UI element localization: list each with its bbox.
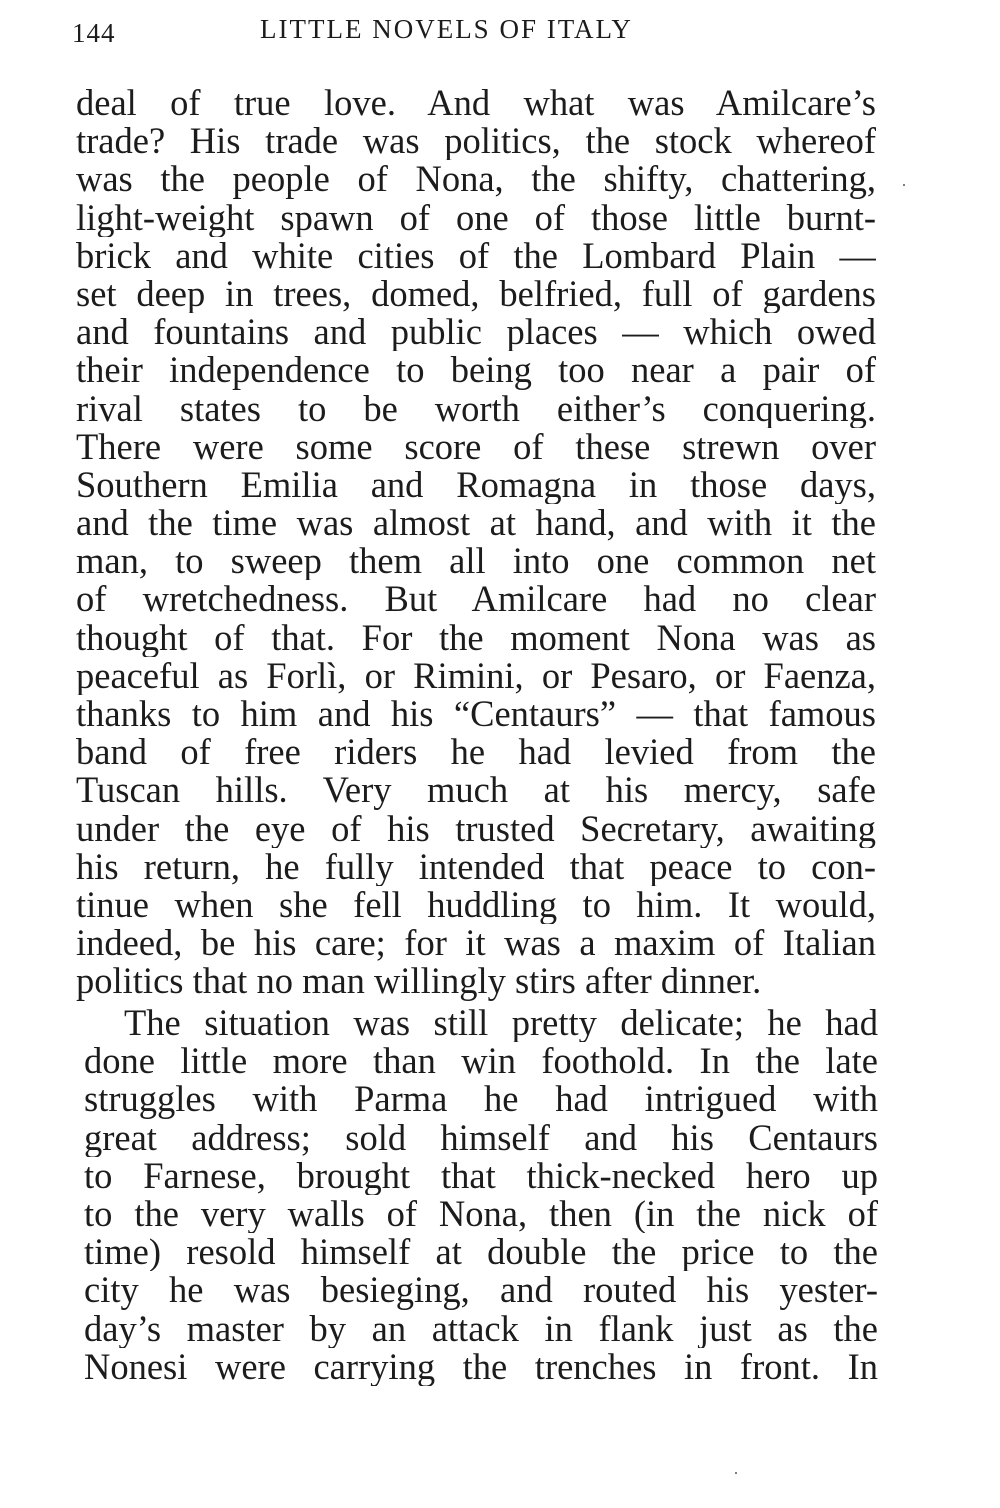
paragraph-2: [84, 1004, 878, 1386]
text-line: time) resold himself at double the price to the: [84, 1233, 878, 1272]
text-line: done little more than win foothold. In the late: [84, 1042, 878, 1081]
text-line: and the time was almost at hand, and with it the: [76, 504, 876, 543]
paper-speck: [903, 184, 905, 186]
text-line: band of free riders he had levied from the: [76, 733, 876, 772]
text-line: under the eye of his trusted Secretary, awaiting: [76, 809, 876, 848]
text-line: indeed, be his care; for it was a maxim of Italian: [76, 924, 876, 963]
text-line: their independence to being too near a pair of: [76, 351, 876, 390]
text-line: to the very walls of Nona, then (in the nick of: [84, 1194, 878, 1234]
text-line: of wretchedness. But Amilcare had no clear: [76, 580, 876, 619]
text-line: trade? His trade was politics, the stock whereof: [76, 122, 876, 161]
text-line: Southern Emilia and Romagna in those days,: [76, 465, 876, 505]
text-line: brick and white cities of the Lombard Plain —: [76, 236, 876, 275]
book-title: LITTLE NOVELS OF ITALY: [260, 14, 633, 44]
text-line: set deep in trees, domed, belfried, full of gardens: [76, 274, 876, 314]
text-line: Tuscan hills. Very much at his mercy, safe: [76, 771, 876, 810]
text-line: tinue when she fell huddling to him. It would,: [76, 885, 876, 925]
text-line: Nonesi were carrying the trenches in front. In: [84, 1347, 878, 1386]
running-head: [72, 14, 692, 54]
paper-speck: [735, 1472, 737, 1474]
page-number: 144: [72, 18, 116, 48]
text-line: city he was besieging, and routed his yester-: [84, 1271, 878, 1310]
text-line: and fountains and public places — which owed: [76, 313, 876, 352]
text-line: politics that no man willingly stirs after dinner.: [76, 962, 762, 1001]
text-line: There were some score of these strewn over: [76, 427, 876, 466]
text-line: thought of that. For the moment Nona was as: [76, 618, 876, 657]
text-line: was the people of Nona, the shifty, chattering,: [76, 160, 876, 199]
text-line: man, to sweep them all into one common net: [76, 542, 876, 581]
text-line: peaceful as Forlì, or Rimini, or Pesaro, or Faenza,: [76, 656, 876, 695]
text-line: day’s master by an attack in flank just as the: [84, 1309, 878, 1348]
text-line: rival states to be worth either’s conquering.: [76, 389, 876, 428]
text-line: deal of true love. And what was Amilcare’s: [76, 84, 876, 123]
paragraph-1: [76, 84, 876, 1001]
text-line: light-weight spawn of one of those little burnt-: [76, 198, 876, 237]
text-line: The situation was still pretty delicate; he had: [124, 1004, 878, 1043]
text-line: struggles with Parma he had intrigued with: [84, 1080, 878, 1119]
text-line: his return, he fully intended that peace to con-: [76, 847, 876, 886]
text-line: to Farnese, brought that thick-necked hero up: [84, 1156, 878, 1195]
text-line: great address; sold himself and his Centaurs: [84, 1118, 878, 1157]
text-line: thanks to him and his “Centaurs” — that famous: [76, 695, 876, 734]
